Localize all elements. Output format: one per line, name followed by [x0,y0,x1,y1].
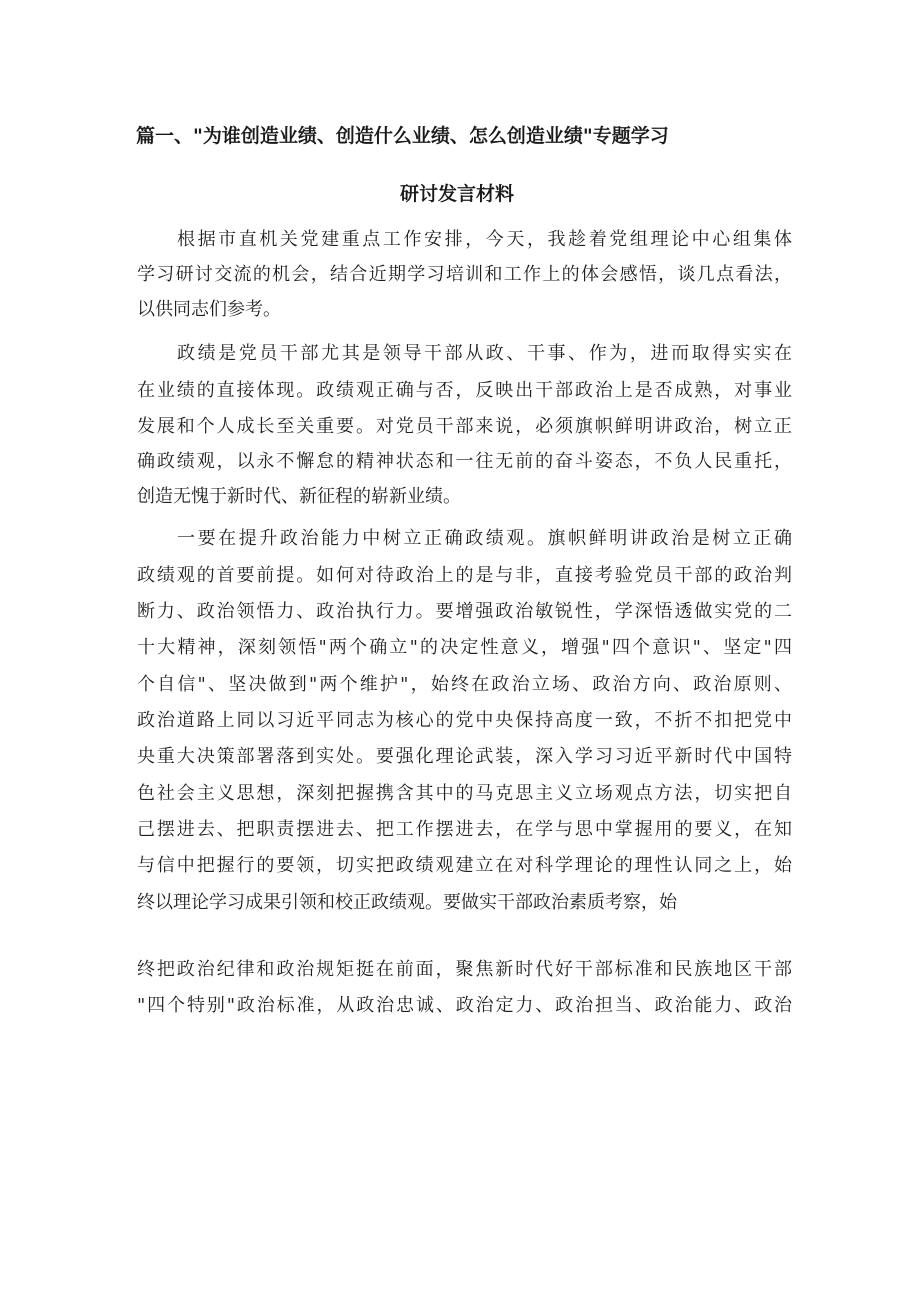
title-line-2: 研讨发言材料 [400,183,515,205]
body-line: 创造无愧于新时代、新征程的崭新业绩。 [137,486,461,507]
body-line: 在业绩的直接体现。政绩观正确与否，反映出干部政治上是否成熟，对事业 [137,380,792,401]
title-line-1: 篇一、"为谁创造业绩、创造什么业绩、怎么创造业绩"专题学习 [136,125,669,147]
body-line: 十大精神，深刻领悟"两个确立"的决定性意义，增强"四个意识"、坚定"四 [137,637,792,658]
body-line: 个自信"、坚决做到"两个维护"，始终在政治立场、政治方向、政治原则、 [137,674,792,695]
body-line: 色社会主义思想，深刻把握携含其中的马克思主义立场观点方法，切实把自 [137,783,792,804]
body-line: 央重大决策部署落到实处。要强化理论武装，深入学习习近平新时代中国特 [137,746,792,767]
body-line: 确政绩观，以永不懈怠的精神状态和一往无前的奋斗姿态，不负人民重托， [137,451,792,472]
body-line: 政绩是党员干部尤其是领导干部从政、干事、作为，进而取得实实在 [177,343,792,364]
body-line: "四个特别"政治标准，从政治忠诚、政治定力、政治担当、政治能力、政治 [137,995,792,1016]
body-line: 己摆进去、把职责摆进去、把工作摆进去，在学与思中掌握用的要义，在知 [137,819,792,840]
body-line: 以供同志们参考。 [137,299,281,320]
body-line: 一要在提升政治能力中树立正确政绩观。旗帜鲜明讲政治是树立正确 [177,528,792,549]
body-line: 断力、政治领悟力、政治执行力。要增强政治敏锐性，学深悟透做实党的二 [137,601,792,622]
body-line: 发展和个人成长至关重要。对党员干部来说，必须旗帜鲜明讲政治，树立正 [137,416,792,437]
body-line: 政绩观的首要前提。如何对待政治上的是与非，直接考验党员干部的政治判 [137,565,792,586]
body-line: 与信中把握行的要领，切实把政绩观建立在对科学理论的理性认同之上，始 [137,855,792,876]
body-line: 学习研讨交流的机会，结合近期学习培训和工作上的体会感悟，谈几点看法， [137,264,792,285]
body-line: 终以理论学习成果引领和校正政绩观。要做实干部政治素质考察，始 [137,892,677,913]
body-line: 政治道路上同以习近平同志为核心的党中央保持高度一致，不折不扣把党中 [137,710,792,731]
body-line: 终把政治纪律和政治规矩挺在前面，聚焦新时代好干部标准和民族地区干部 [137,959,792,980]
body-line: 根据市直机关党建重点工作安排，今天，我趁着党组理论中心组集体 [177,229,792,250]
